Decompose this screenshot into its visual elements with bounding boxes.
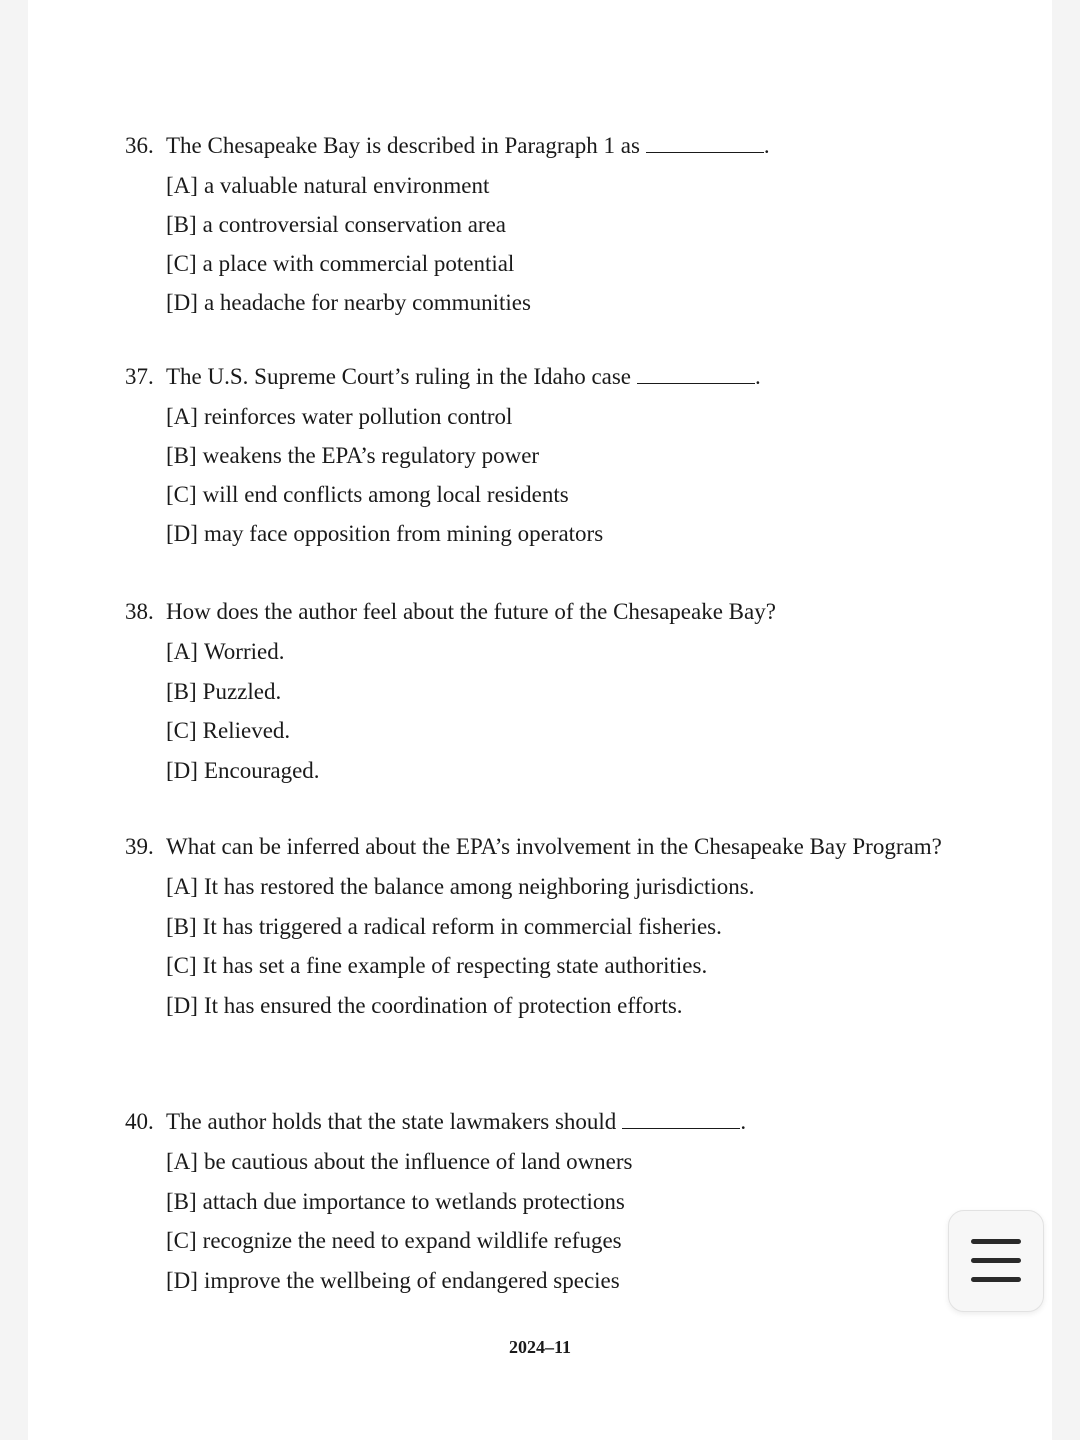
document-page xyxy=(28,0,1052,1440)
option-a xyxy=(125,867,965,907)
option-text: may face opposition from mining operators xyxy=(203,521,604,546)
question-text: The U.S. Supreme Court’s ruling in the Idaho case xyxy=(166,364,632,389)
option-text: reinforces water pollution control xyxy=(203,404,513,429)
option-letter: [A] xyxy=(166,639,198,664)
option-letter: [C] xyxy=(166,1228,197,1253)
option-letter: [D] xyxy=(166,992,198,1018)
option-letter: [A] xyxy=(166,404,198,429)
question-38 xyxy=(125,592,965,790)
option-letter: [C] xyxy=(166,718,197,743)
option-letter: [B] xyxy=(166,1188,197,1214)
option-text: a controversial conservation area xyxy=(202,212,506,237)
question-stem xyxy=(125,827,965,867)
stem-period: . xyxy=(755,364,761,389)
page-footer-code: 2024–11 xyxy=(508,1337,571,1357)
option-letter: [D] xyxy=(166,290,198,315)
stem-period: . xyxy=(740,1109,747,1134)
question-number: 40. xyxy=(125,1109,154,1134)
option-text: recognize the need to expand wildlife refuges xyxy=(202,1228,622,1253)
option-letter: [B] xyxy=(166,443,197,468)
option-letter: [C] xyxy=(166,251,197,276)
option-d xyxy=(125,751,965,791)
option-d xyxy=(125,1261,965,1301)
option-text: a place with commercial potential xyxy=(202,251,515,276)
question-text: What can be inferred about the EPA’s involvement in the Chesapeake Bay Program? xyxy=(166,834,942,859)
question-stem xyxy=(125,126,965,166)
option-letter: [A] xyxy=(166,1149,198,1174)
question-40 xyxy=(125,1102,965,1300)
option-text: It has ensured the coordination of protection efforts. xyxy=(203,992,683,1018)
option-c xyxy=(125,475,965,514)
option-c xyxy=(125,244,965,283)
question-text: The author holds that the state lawmakers should xyxy=(166,1109,617,1134)
option-text: It has triggered a radical reform in commercial fisheries. xyxy=(202,913,722,939)
option-text: will end conflicts among local residents xyxy=(202,482,569,507)
question-37 xyxy=(125,357,965,553)
option-text: a headache for nearby communities xyxy=(203,290,531,315)
stem-period: . xyxy=(763,133,770,158)
option-letter: [D] xyxy=(166,1267,198,1293)
option-a xyxy=(125,397,965,436)
question-text: The Chesapeake Bay is described in Paragraph 1 as xyxy=(166,133,640,158)
option-c xyxy=(125,1221,965,1261)
menu-button[interactable] xyxy=(948,1210,1044,1312)
question-stem xyxy=(125,1102,965,1142)
answer-blank xyxy=(637,363,755,384)
option-d xyxy=(125,514,965,553)
question-number: 39. xyxy=(125,834,154,859)
answer-blank xyxy=(646,132,764,153)
question-39 xyxy=(125,827,965,1025)
question-number: 36. xyxy=(125,133,154,158)
answer-blank xyxy=(622,1108,740,1129)
option-text: Relieved. xyxy=(202,718,291,743)
option-text: a valuable natural environment xyxy=(203,173,490,198)
option-letter: [B] xyxy=(166,212,197,237)
option-a xyxy=(125,632,965,672)
document-content xyxy=(28,0,1052,1440)
option-text: Puzzled. xyxy=(202,678,282,704)
option-letter: [A] xyxy=(166,173,198,198)
question-number: 37. xyxy=(125,364,154,389)
question-text: How does the author feel about the future of the Chesapeake Bay? xyxy=(166,599,776,624)
option-b xyxy=(125,436,965,475)
option-c xyxy=(125,711,965,751)
option-d xyxy=(125,986,965,1026)
question-stem xyxy=(125,592,965,632)
question-number: 38. xyxy=(125,599,154,624)
option-text: improve the wellbeing of endangered species xyxy=(203,1267,620,1293)
option-letter: [B] xyxy=(166,913,197,939)
question-36 xyxy=(125,126,965,322)
question-stem xyxy=(125,357,965,397)
option-a xyxy=(125,1142,965,1182)
option-letter: [D] xyxy=(166,757,198,783)
option-text: Encouraged. xyxy=(203,757,320,783)
option-text: attach due importance to wetlands protections xyxy=(202,1188,625,1214)
option-letter: [C] xyxy=(166,482,197,507)
option-b xyxy=(125,672,965,712)
option-d xyxy=(125,283,965,322)
option-text: It has set a fine example of respecting state authorities. xyxy=(202,953,708,978)
option-letter: [C] xyxy=(166,953,197,978)
option-text: Worried. xyxy=(203,639,285,664)
option-a xyxy=(125,166,965,205)
option-letter: [D] xyxy=(166,521,198,546)
option-c xyxy=(125,946,965,986)
option-b xyxy=(125,1182,965,1222)
option-text: weakens the EPA’s regulatory power xyxy=(202,443,540,468)
option-text: It has restored the balance among neighboring jurisdictions. xyxy=(203,874,755,899)
option-letter: [B] xyxy=(166,678,197,704)
option-text: be cautious about the influence of land owners xyxy=(203,1149,633,1174)
option-b xyxy=(125,907,965,947)
option-b xyxy=(125,205,965,244)
option-letter: [A] xyxy=(166,874,198,899)
